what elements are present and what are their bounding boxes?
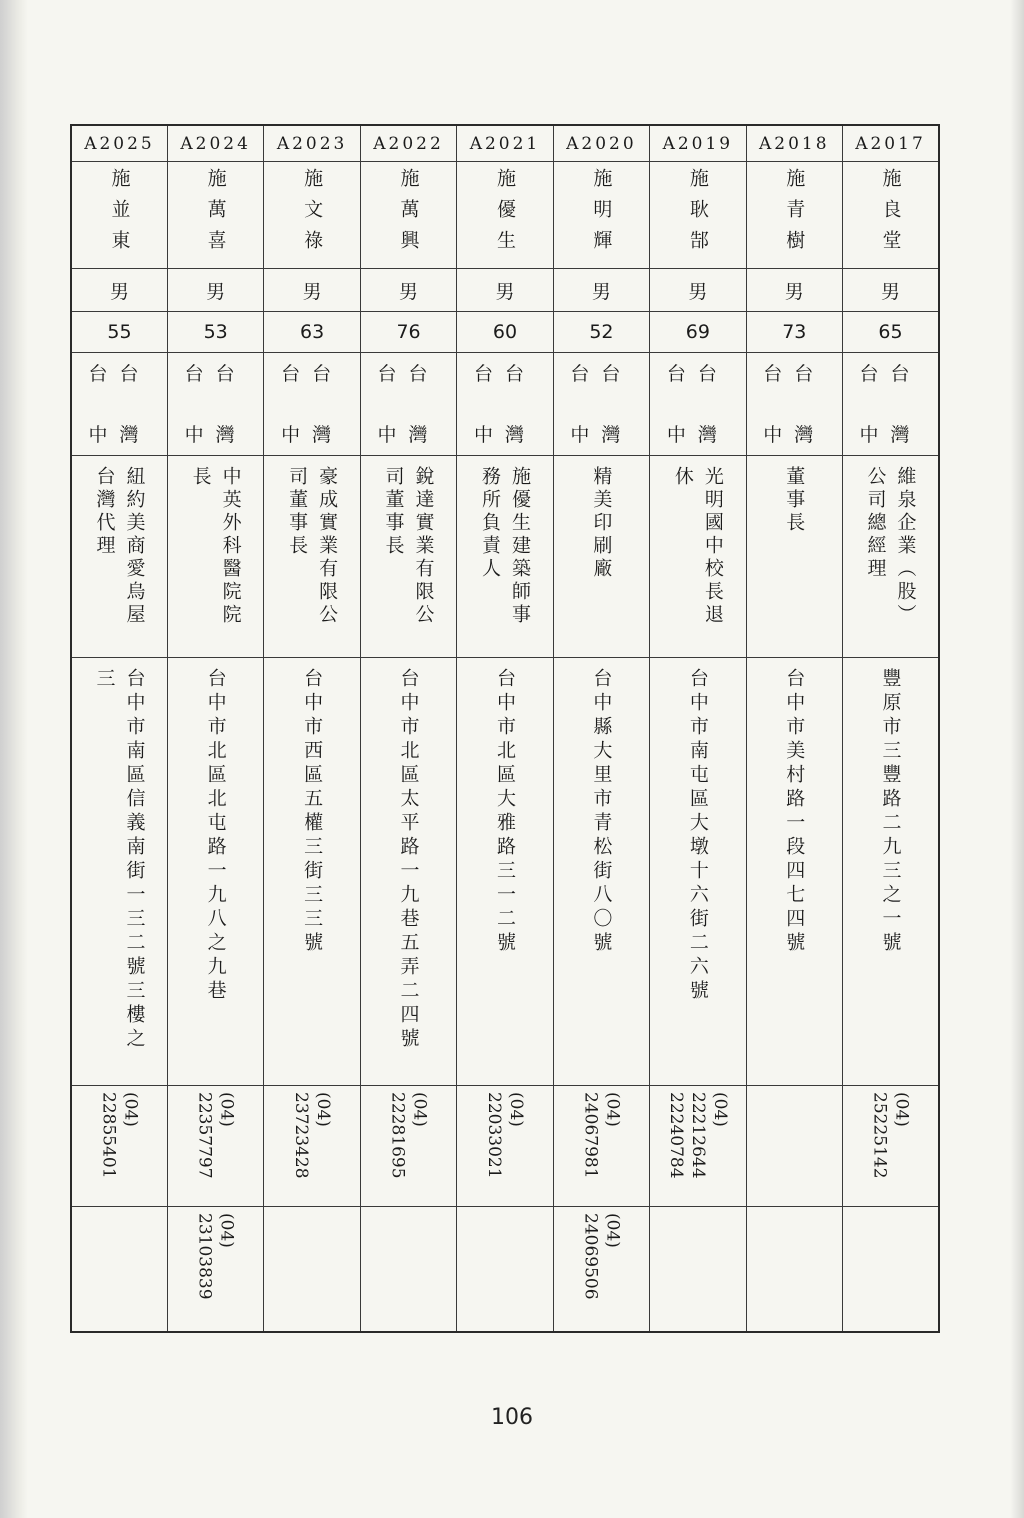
cell-name bbox=[553, 162, 649, 269]
record-country-line2: 中灣 bbox=[473, 424, 536, 447]
record-gender: 男 bbox=[206, 280, 226, 303]
cell-tel2 bbox=[71, 1207, 167, 1332]
cell-gender bbox=[457, 269, 553, 312]
cell-occupation bbox=[650, 455, 746, 657]
record-tel-1: (04) 24067981 bbox=[580, 1092, 623, 1179]
record-name: 施文祿 bbox=[301, 168, 324, 262]
record-address: 台中市北區太平路一九巷五弄二四號 bbox=[397, 667, 420, 1052]
record-name: 施並東 bbox=[108, 168, 131, 262]
record-tel-1: (04) 22033021 bbox=[483, 1092, 526, 1179]
cell-country bbox=[71, 353, 167, 456]
record-id: A2017 bbox=[855, 133, 926, 154]
cell-gender bbox=[553, 269, 649, 312]
record-id: A2019 bbox=[662, 133, 734, 154]
cell-gender bbox=[264, 269, 360, 312]
cell-tel1 bbox=[746, 1086, 842, 1207]
record-address: 台中市北區大雅路三一二號 bbox=[493, 667, 516, 956]
record-country-line2: 中灣 bbox=[666, 424, 729, 447]
record-address: 豐原市三豐路二九三之一號 bbox=[879, 667, 902, 956]
cell-address bbox=[457, 657, 553, 1086]
cell-address bbox=[360, 657, 456, 1086]
cell-id bbox=[553, 125, 649, 162]
record-address: 台中市西區五權三街三三號 bbox=[301, 667, 324, 956]
cell-country bbox=[264, 353, 360, 456]
record-occupation: 施優生建築師事務所負責人 bbox=[478, 465, 531, 627]
cell-tel2 bbox=[650, 1207, 746, 1332]
cell-country bbox=[843, 353, 940, 456]
record-occupation: 維泉企業（股）公司總經理 bbox=[864, 465, 917, 627]
row-id bbox=[71, 125, 939, 162]
record-occupation: 紐約美商愛烏屋台灣代理 bbox=[93, 465, 146, 627]
row-occupation bbox=[71, 455, 939, 657]
cell-tel2 bbox=[843, 1207, 940, 1332]
cell-name bbox=[264, 162, 360, 269]
cell-id bbox=[650, 125, 746, 162]
cell-gender bbox=[843, 269, 940, 312]
record-id: A2024 bbox=[180, 133, 251, 154]
cell-tel2 bbox=[457, 1207, 553, 1332]
cell-age bbox=[167, 312, 263, 353]
cell-address bbox=[553, 657, 649, 1086]
record-name: 施萬喜 bbox=[204, 168, 227, 262]
record-country-line2: 中灣 bbox=[377, 424, 440, 447]
record-occupation: 中英外科醫院院長 bbox=[189, 465, 242, 627]
record-age: 65 bbox=[878, 321, 903, 344]
cell-occupation bbox=[71, 455, 167, 657]
record-tel-1: (04) 22281695 bbox=[387, 1092, 430, 1179]
row-country bbox=[71, 353, 939, 456]
row-name bbox=[71, 162, 939, 269]
record-tel-2: (04) 23103839 bbox=[194, 1213, 237, 1300]
cell-name bbox=[457, 162, 553, 269]
cell-id bbox=[843, 125, 940, 162]
record-name: 施青樹 bbox=[783, 168, 806, 262]
record-tel-1: (04) 22357797 bbox=[194, 1092, 237, 1179]
cell-name bbox=[746, 162, 842, 269]
cell-id bbox=[71, 125, 167, 162]
record-age: 63 bbox=[300, 321, 325, 344]
record-country-line2: 中灣 bbox=[184, 424, 247, 447]
cell-address bbox=[843, 657, 940, 1086]
record-country-line2: 中灣 bbox=[88, 424, 151, 447]
cell-tel2 bbox=[360, 1207, 456, 1332]
record-tel-1: (04) 22212644 22240784 bbox=[665, 1092, 730, 1179]
record-age: 73 bbox=[782, 321, 807, 344]
cell-tel2 bbox=[167, 1207, 263, 1332]
record-id: A2023 bbox=[276, 133, 348, 154]
record-country-line2: 中灣 bbox=[763, 424, 826, 447]
cell-age bbox=[746, 312, 842, 353]
cell-age bbox=[650, 312, 746, 353]
record-country-line2: 中灣 bbox=[281, 424, 344, 447]
cell-address bbox=[650, 657, 746, 1086]
record-age: 69 bbox=[685, 321, 710, 344]
record-country-line1: 台台 bbox=[88, 363, 151, 386]
record-name: 施耿郜 bbox=[686, 168, 709, 262]
cell-name bbox=[71, 162, 167, 269]
record-country-line1: 台台 bbox=[281, 363, 344, 386]
cell-age bbox=[71, 312, 167, 353]
record-gender: 男 bbox=[399, 280, 419, 303]
record-name: 施良堂 bbox=[879, 168, 902, 262]
record-gender: 男 bbox=[688, 280, 708, 303]
record-occupation: 光明國中校長退休 bbox=[671, 465, 724, 627]
record-id: A2021 bbox=[469, 133, 541, 154]
record-age: 60 bbox=[492, 321, 518, 344]
record-id: A2025 bbox=[84, 133, 155, 154]
genealogy-table bbox=[70, 124, 940, 1333]
record-name: 施優生 bbox=[493, 168, 516, 262]
cell-country bbox=[167, 353, 263, 456]
cell-age bbox=[843, 312, 940, 353]
row-address bbox=[71, 657, 939, 1086]
record-occupation: 銳達實業有限公司董事長 bbox=[382, 465, 435, 627]
record-address: 台中市南屯區大墩十六街二六號 bbox=[686, 667, 709, 1004]
cell-tel1 bbox=[650, 1086, 746, 1207]
cell-occupation bbox=[553, 455, 649, 657]
cell-occupation bbox=[167, 455, 263, 657]
record-gender: 男 bbox=[109, 280, 129, 303]
cell-tel1 bbox=[167, 1086, 263, 1207]
record-country-line1: 台台 bbox=[473, 363, 536, 386]
cell-tel1 bbox=[71, 1086, 167, 1207]
page-number: 106 bbox=[491, 1405, 533, 1430]
cell-name bbox=[843, 162, 940, 269]
cell-gender bbox=[360, 269, 456, 312]
record-tel-1: (04) 25225142 bbox=[869, 1092, 912, 1179]
record-gender: 男 bbox=[591, 280, 611, 303]
record-id: A2018 bbox=[759, 133, 830, 154]
cell-tel1 bbox=[360, 1086, 456, 1207]
cell-gender bbox=[71, 269, 167, 312]
record-gender: 男 bbox=[784, 280, 804, 303]
record-age: 53 bbox=[203, 321, 228, 344]
cell-age bbox=[264, 312, 360, 353]
record-tel-1: (04) 23723428 bbox=[291, 1092, 334, 1179]
cell-tel1 bbox=[843, 1086, 940, 1207]
record-occupation: 豪成實業有限公司董事長 bbox=[286, 465, 339, 627]
cell-country bbox=[457, 353, 553, 456]
record-id: A2020 bbox=[566, 133, 637, 154]
record-gender: 男 bbox=[495, 280, 515, 303]
record-country-line1: 台台 bbox=[666, 363, 729, 386]
cell-gender bbox=[746, 269, 842, 312]
cell-country bbox=[746, 353, 842, 456]
record-address: 台中市南區信義南街一三二號三樓之三 bbox=[93, 667, 146, 1052]
cell-id bbox=[264, 125, 360, 162]
record-occupation: 精美印刷廠 bbox=[590, 465, 613, 581]
record-country-line2: 中灣 bbox=[570, 424, 633, 447]
cell-occupation bbox=[360, 455, 456, 657]
cell-age bbox=[360, 312, 456, 353]
record-name: 施萬興 bbox=[397, 168, 420, 262]
cell-address bbox=[167, 657, 263, 1086]
record-age: 52 bbox=[589, 321, 614, 344]
record-id: A2022 bbox=[373, 133, 444, 154]
cell-address bbox=[71, 657, 167, 1086]
record-age: 76 bbox=[396, 321, 421, 344]
cell-tel1 bbox=[264, 1086, 360, 1207]
cell-name bbox=[650, 162, 746, 269]
cell-name bbox=[360, 162, 456, 269]
cell-address bbox=[746, 657, 842, 1086]
cell-tel2 bbox=[746, 1207, 842, 1332]
cell-age bbox=[457, 312, 553, 353]
record-name: 施明輝 bbox=[590, 168, 613, 262]
page-edge-shadow bbox=[1010, 0, 1024, 1518]
cell-tel2 bbox=[264, 1207, 360, 1332]
record-country-line1: 台台 bbox=[570, 363, 633, 386]
cell-occupation bbox=[843, 455, 940, 657]
page-gutter-shadow bbox=[0, 0, 28, 1518]
cell-gender bbox=[650, 269, 746, 312]
cell-id bbox=[360, 125, 456, 162]
record-age: 55 bbox=[107, 321, 132, 344]
record-country-line1: 台台 bbox=[859, 363, 922, 386]
cell-tel2 bbox=[553, 1207, 649, 1332]
cell-country bbox=[360, 353, 456, 456]
cell-country bbox=[553, 353, 649, 456]
cell-occupation bbox=[457, 455, 553, 657]
cell-tel1 bbox=[553, 1086, 649, 1207]
record-country-line1: 台台 bbox=[184, 363, 247, 386]
row-age bbox=[71, 312, 939, 353]
record-tel-1: (04) 22855401 bbox=[98, 1092, 141, 1179]
record-occupation: 董事長 bbox=[783, 465, 806, 535]
cell-name bbox=[167, 162, 263, 269]
record-gender: 男 bbox=[880, 280, 900, 303]
cell-id bbox=[167, 125, 263, 162]
row-tel1 bbox=[71, 1086, 939, 1207]
cell-id bbox=[457, 125, 553, 162]
record-address: 台中市北區北屯路一九八之九巷 bbox=[204, 667, 227, 1004]
record-gender: 男 bbox=[302, 280, 322, 303]
cell-age bbox=[553, 312, 649, 353]
row-tel2 bbox=[71, 1207, 939, 1332]
record-country-line2: 中灣 bbox=[859, 424, 922, 447]
cell-gender bbox=[167, 269, 263, 312]
cell-country bbox=[650, 353, 746, 456]
record-address: 台中縣大里市青松街八〇號 bbox=[590, 667, 613, 956]
record-tel-2: (04) 24069506 bbox=[580, 1213, 623, 1300]
cell-occupation bbox=[264, 455, 360, 657]
record-address: 台中市美村路一段四七四號 bbox=[783, 667, 806, 956]
cell-occupation bbox=[746, 455, 842, 657]
record-country-line1: 台台 bbox=[763, 363, 826, 386]
cell-id bbox=[746, 125, 842, 162]
record-country-line1: 台台 bbox=[377, 363, 440, 386]
row-gender bbox=[71, 269, 939, 312]
cell-tel1 bbox=[457, 1086, 553, 1207]
cell-address bbox=[264, 657, 360, 1086]
